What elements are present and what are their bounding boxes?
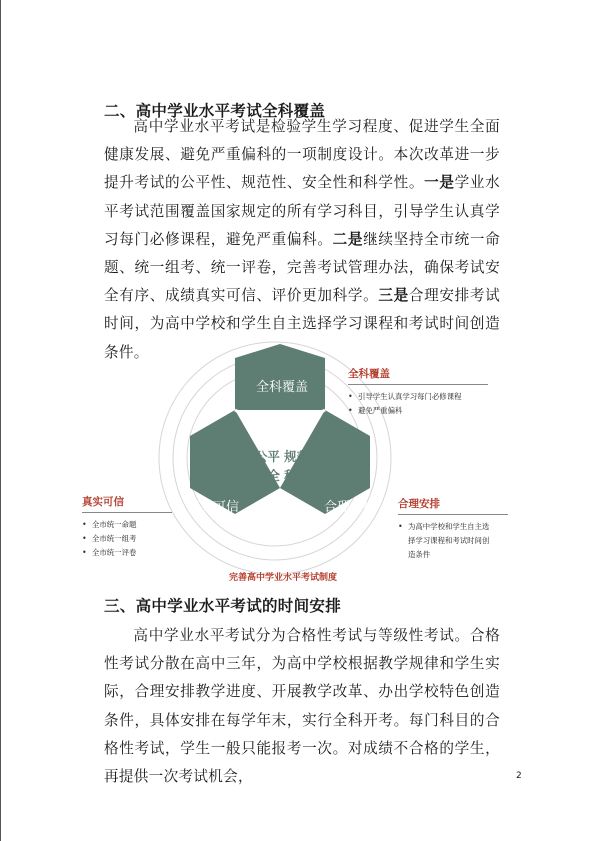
callout-divider: [348, 384, 488, 385]
hex-left-label: 真实可信: [186, 500, 240, 515]
center-text-line1: 公平 规范: [254, 449, 310, 464]
point-two-marker: 二是: [332, 230, 364, 248]
center-text-line2: 安全 科学: [254, 468, 310, 483]
para-text: 学业水平考试范围覆盖国家规定的所有学习科目，引导学生认真学习每门必修课程，避免严重偏科。: [104, 174, 500, 248]
callout-title: 真实可信: [82, 496, 124, 508]
callout-title: 全科覆盖: [348, 368, 390, 380]
section-2-heading: 二、高中学业水平考试全科覆盖: [104, 102, 326, 120]
page-left-border: [0, 0, 1, 841]
page-number: 2: [516, 771, 522, 781]
callout-item: • 引导学生认真学习每门必修课程: [348, 390, 488, 404]
diagram-caption: 完善高中学业水平考试制度: [228, 573, 338, 583]
section-3-paragraph: [104, 622, 500, 791]
para-text: 合理安排考试时间，为高中学校和学生自主选择学习课程和考试时间创造条件。: [104, 287, 501, 361]
point-one-marker: 一是: [424, 174, 455, 192]
callout-divider: [82, 512, 172, 513]
para-text: 高中学业水平考试分为合格性考试与等级性考试。合格性考试分散在高中三年，为高中学校根据教学规律和学生实际，合理安排教学进度、开展教学改革、办出学校特色创造条件，具体安排在每学年末，实行全科开考。每门科目的合格性考试，学生一般只能报考一次。对成绩不合格的学生，再提供一次考试机会，: [104, 627, 500, 786]
callout-item: • 全市统一命题: [82, 518, 172, 532]
callout-item: • 全市统一组考: [82, 532, 172, 546]
callout-item: • 避免严重偏科: [348, 404, 488, 418]
para-text: 继续坚持全市统一命题、统一组考、统一评卷，完善考试管理办法，确保考试安全有序、成绩真实可信、评价更加科学。: [104, 230, 500, 305]
callout-item: [398, 534, 508, 548]
section-2-paragraph: [104, 113, 500, 367]
callout-title: 合理安排: [398, 498, 440, 510]
hex-right-label: 合理安排: [323, 500, 377, 515]
callout-item-text: 造条件: [408, 550, 431, 559]
hex-top-label: 全科覆盖: [255, 380, 309, 395]
section-3-heading: 三、高中学业水平考试的时间安排: [104, 597, 342, 615]
callout-reasonable: [398, 496, 508, 562]
callout-authentic: [82, 494, 172, 560]
para-text: 高中学业水平考试是检验学生学习程度、促进学生全面健康发展、避免严重偏科的一项制度设计。本次改革进一步提升考试的公平性、规范性、安全性和科学性。: [104, 118, 500, 192]
callout-item: • 全市统一评卷: [82, 546, 172, 560]
callout-divider: [398, 514, 508, 515]
callout-item-text: 择学习课程和考试时间创: [408, 536, 490, 545]
point-three-marker: 三是: [378, 287, 409, 305]
callout-item: • 为高中学校和学生自主选: [398, 520, 508, 534]
callout-full-coverage: [348, 366, 488, 418]
callout-item: [398, 548, 508, 562]
exam-system-diagram: [80, 338, 530, 588]
